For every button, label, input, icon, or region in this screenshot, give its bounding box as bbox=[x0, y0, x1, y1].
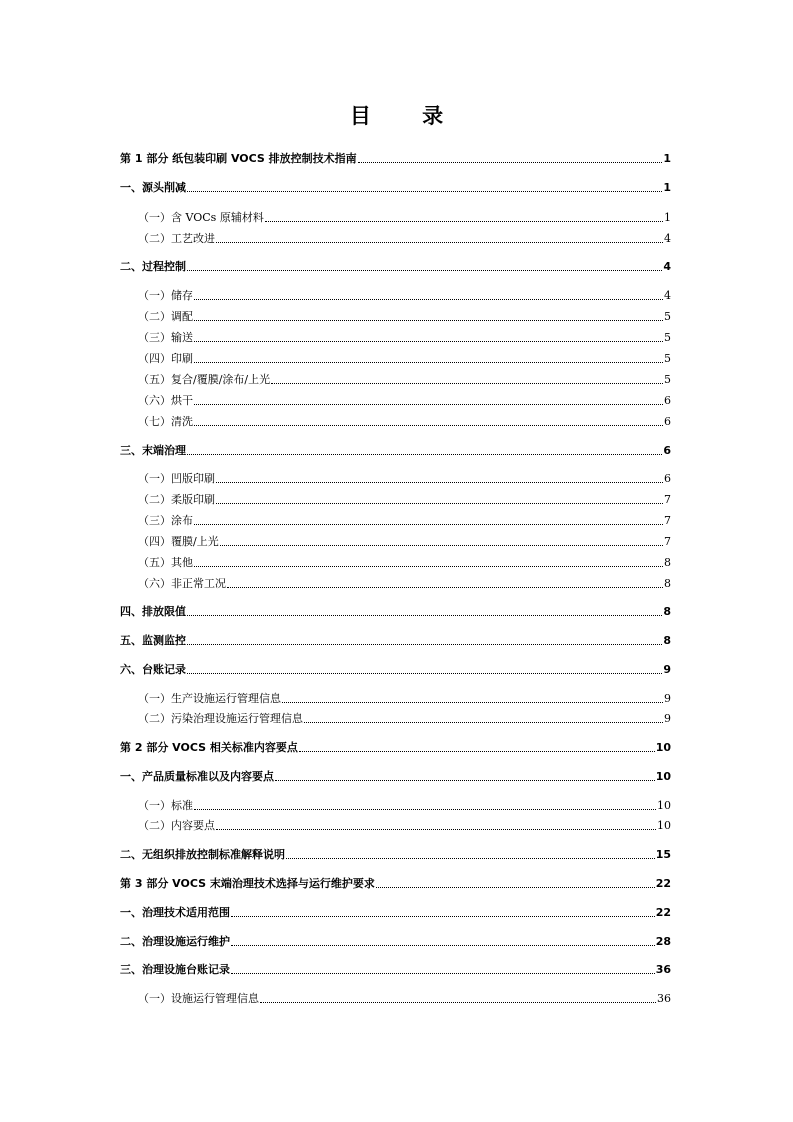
toc-entry-title: 四、排放限值 bbox=[120, 605, 186, 618]
dot-leader bbox=[194, 523, 663, 525]
toc-subsection-entry[interactable] bbox=[138, 816, 671, 834]
dot-leader bbox=[187, 643, 662, 645]
toc-part-entry[interactable] bbox=[120, 874, 671, 892]
toc-page-number: 7 bbox=[664, 514, 671, 527]
toc-page-number: 5 bbox=[664, 352, 671, 365]
toc-subsection-entry[interactable] bbox=[138, 553, 671, 571]
toc-entry-title: 二、治理设施运行维护 bbox=[120, 935, 230, 948]
toc-title: 目 录 bbox=[349, 104, 466, 128]
toc-entry-title: （一）含 VOCs 原辅材料 bbox=[138, 211, 264, 224]
toc-entry-title: （四）覆膜/上光 bbox=[138, 535, 219, 548]
toc-entry-title: 六、台账记录 bbox=[120, 663, 186, 676]
dot-leader bbox=[194, 403, 663, 405]
toc-section-entry[interactable] bbox=[120, 960, 671, 978]
toc-section-entry[interactable] bbox=[120, 178, 671, 196]
dot-leader bbox=[194, 565, 663, 567]
toc-section-entry[interactable] bbox=[120, 441, 671, 459]
toc-subsection-entry[interactable] bbox=[138, 229, 671, 247]
toc-subsection-entry[interactable] bbox=[138, 286, 671, 304]
toc-subsection-entry[interactable] bbox=[138, 391, 671, 409]
toc-entry-title: 二、无组织排放控制标准解释说明 bbox=[120, 848, 285, 861]
toc-entry-title: 第 1 部分 纸包装印刷 VOCS 排放控制技术指南 bbox=[120, 152, 357, 165]
toc-section-entry[interactable] bbox=[120, 903, 671, 921]
toc-entry-title: （五）复合/覆膜/涂布/上光 bbox=[138, 373, 271, 386]
dot-leader bbox=[260, 1001, 656, 1003]
toc-entry-title: 二、过程控制 bbox=[120, 260, 186, 273]
toc-entry-title: 第 2 部分 VOCS 相关标准内容要点 bbox=[120, 741, 298, 754]
dot-leader bbox=[194, 340, 663, 342]
toc-entry-title: 三、末端治理 bbox=[120, 444, 186, 457]
toc-subsection-entry[interactable] bbox=[138, 412, 671, 430]
toc-page-number: 22 bbox=[655, 906, 671, 919]
toc-subsection-entry[interactable] bbox=[138, 307, 671, 325]
toc-entry-title: （三）输送 bbox=[138, 331, 193, 344]
dot-leader bbox=[216, 481, 663, 483]
toc-page-number: 4 bbox=[663, 260, 671, 273]
toc-subsection-entry[interactable] bbox=[138, 796, 671, 814]
toc-entry-title: （二）污染治理设施运行管理信息 bbox=[138, 712, 303, 725]
dot-leader bbox=[220, 544, 663, 546]
toc-section-entry[interactable] bbox=[120, 932, 671, 950]
toc-entry-title: （三）涂布 bbox=[138, 514, 193, 527]
toc-entry-title: （一）标准 bbox=[138, 799, 193, 812]
dot-leader bbox=[286, 857, 655, 859]
toc-entry-title: （一）生产设施运行管理信息 bbox=[138, 692, 281, 705]
toc-page-number: 8 bbox=[663, 605, 671, 618]
toc-page-number: 1 bbox=[663, 181, 671, 194]
toc-entry-title: （二）柔版印刷 bbox=[138, 493, 215, 506]
toc-page-number: 7 bbox=[664, 535, 671, 548]
dot-leader bbox=[376, 886, 655, 888]
toc-subsection-entry[interactable] bbox=[138, 469, 671, 487]
dot-leader bbox=[194, 319, 663, 321]
toc-entry-title: （四）印刷 bbox=[138, 352, 193, 365]
toc-page-number: 5 bbox=[664, 310, 671, 323]
toc-entry-title: 三、治理设施台账记录 bbox=[120, 963, 230, 976]
toc-entry-title: （一）设施运行管理信息 bbox=[138, 992, 259, 1005]
dot-leader bbox=[187, 269, 662, 271]
toc-entry-title: （一）储存 bbox=[138, 289, 193, 302]
toc-subsection-entry[interactable] bbox=[138, 208, 671, 226]
toc-subsection-entry[interactable] bbox=[138, 349, 671, 367]
toc-subsection-entry[interactable] bbox=[138, 370, 671, 388]
toc-page-number: 4 bbox=[664, 232, 671, 245]
dot-leader bbox=[216, 241, 663, 243]
toc-subsection-entry[interactable] bbox=[138, 532, 671, 550]
toc-page-number: 10 bbox=[655, 770, 671, 783]
dot-leader bbox=[194, 424, 663, 426]
toc-entry-title: 第 3 部分 VOCS 末端治理技术选择与运行维护要求 bbox=[120, 877, 375, 890]
toc-section-entry[interactable] bbox=[120, 631, 671, 649]
toc-page-number: 8 bbox=[664, 577, 671, 590]
toc-section-entry[interactable] bbox=[120, 767, 671, 785]
toc-page-number: 4 bbox=[664, 289, 671, 302]
toc-page-number: 5 bbox=[664, 373, 671, 386]
toc-page-number: 6 bbox=[664, 415, 671, 428]
toc-part-entry[interactable] bbox=[120, 738, 671, 756]
toc-entry-title: （二）内容要点 bbox=[138, 819, 215, 832]
toc-page-number: 10 bbox=[655, 741, 671, 754]
toc-page-number: 6 bbox=[664, 394, 671, 407]
toc-page-number: 9 bbox=[664, 712, 671, 725]
toc-subsection-entry[interactable] bbox=[138, 709, 671, 727]
toc-page-number: 6 bbox=[663, 444, 671, 457]
dot-leader bbox=[216, 502, 663, 504]
toc-page-number: 9 bbox=[664, 692, 671, 705]
toc-entry-title: （二）调配 bbox=[138, 310, 193, 323]
dot-leader bbox=[358, 161, 663, 163]
dot-leader bbox=[299, 750, 655, 752]
dot-leader bbox=[187, 453, 662, 455]
toc-entry-title: （二）工艺改进 bbox=[138, 232, 215, 245]
dot-leader bbox=[187, 614, 662, 616]
toc-part-entry[interactable] bbox=[120, 149, 671, 167]
toc-page-number: 22 bbox=[655, 877, 671, 890]
toc-page-number: 1 bbox=[663, 152, 671, 165]
toc-page-number: 5 bbox=[664, 331, 671, 344]
toc-section-entry[interactable] bbox=[120, 257, 671, 275]
toc-page-number: 10 bbox=[657, 799, 671, 812]
dot-leader bbox=[231, 915, 655, 917]
toc-subsection-entry[interactable] bbox=[138, 511, 671, 529]
toc-page-number: 10 bbox=[657, 819, 671, 832]
toc-section-entry[interactable] bbox=[120, 845, 671, 863]
toc-entry-title: （五）其他 bbox=[138, 556, 193, 569]
toc-page-number: 6 bbox=[664, 472, 671, 485]
toc-subsection-entry[interactable] bbox=[138, 328, 671, 346]
dot-leader bbox=[265, 220, 663, 222]
dot-leader bbox=[231, 944, 655, 946]
toc-entry-title: 一、产品质量标准以及内容要点 bbox=[120, 770, 274, 783]
toc-subsection-entry[interactable] bbox=[138, 574, 671, 592]
toc-page-number: 7 bbox=[664, 493, 671, 506]
toc-subsection-entry[interactable] bbox=[138, 490, 671, 508]
dot-leader bbox=[227, 586, 663, 588]
dot-leader bbox=[216, 828, 656, 830]
toc-entry-title: （六）烘干 bbox=[138, 394, 193, 407]
dot-leader bbox=[187, 672, 662, 674]
toc-subsection-entry[interactable] bbox=[138, 689, 671, 707]
toc-page-number: 15 bbox=[655, 848, 671, 861]
toc-page-number: 9 bbox=[663, 663, 671, 676]
dot-leader bbox=[187, 190, 662, 192]
toc-page-number: 36 bbox=[657, 992, 671, 1005]
toc-page-number: 28 bbox=[655, 935, 671, 948]
toc-entry-title: （一）凹版印刷 bbox=[138, 472, 215, 485]
toc-subsection-entry[interactable] bbox=[138, 989, 671, 1007]
dot-leader bbox=[194, 361, 663, 363]
dot-leader bbox=[271, 382, 663, 384]
dot-leader bbox=[275, 779, 655, 781]
toc-entry-title: （七）清洗 bbox=[138, 415, 193, 428]
dot-leader bbox=[282, 701, 663, 703]
toc-page-number: 8 bbox=[664, 556, 671, 569]
toc-page-number: 36 bbox=[655, 963, 671, 976]
toc-page-number: 1 bbox=[664, 211, 671, 224]
toc-entry-title: （六）非正常工况 bbox=[138, 577, 226, 590]
toc-entry-title: 五、监测监控 bbox=[120, 634, 186, 647]
toc-entry-title: 一、源头削减 bbox=[120, 181, 186, 194]
dot-leader bbox=[194, 298, 663, 300]
toc-section-entry[interactable] bbox=[120, 602, 671, 620]
toc-entry-title: 一、治理技术适用范围 bbox=[120, 906, 230, 919]
toc-page-number: 8 bbox=[663, 634, 671, 647]
dot-leader bbox=[231, 972, 655, 974]
dot-leader bbox=[304, 721, 663, 723]
dot-leader bbox=[194, 808, 656, 810]
toc-section-entry[interactable] bbox=[120, 660, 671, 678]
